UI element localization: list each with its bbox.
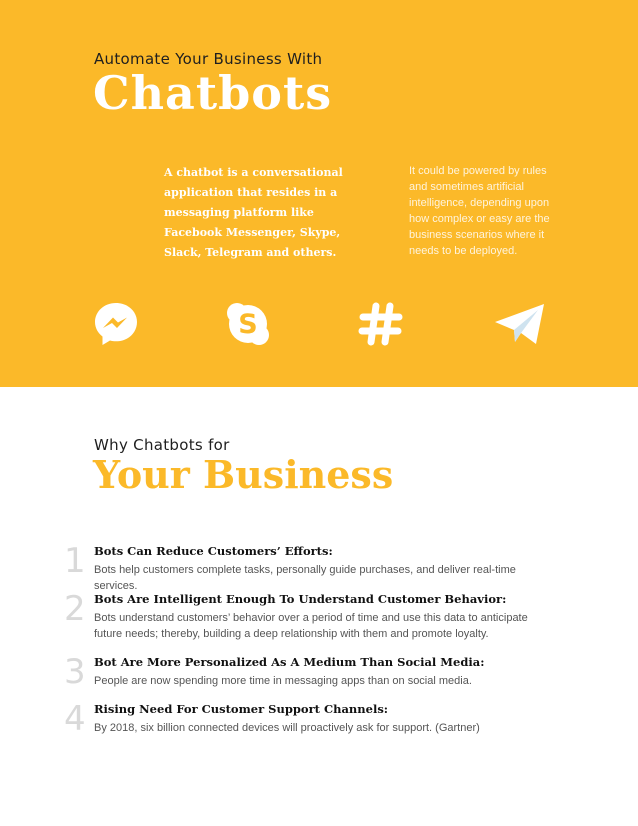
telegram-icon [494,300,546,348]
hero-section [0,0,638,387]
intro-text-right: It could be powered by rules and sometimes artificial intelligence, depending upon how complex or easy are the business scenarios where it needs to be deployed. [409,165,550,257]
reason-body: Bots help customers complete tasks, personally guide purchases, and deliver real-time services. [94,564,516,592]
reason-body: Bots understand customers’ behavior over a period of time and use this data to anticipate future needs; thereby, building a deep relationship with them and promote loyalty. [94,612,528,640]
hero-title: Chatbots [93,66,333,120]
reason-body: People are now spending more time in messaging apps than on social media. [94,675,472,687]
why-title: Your Business [93,452,394,497]
reason-title: Bots Can Reduce Customers’ Efforts: [94,544,333,558]
intro-text-left: A chatbot is a conversational application that resides in a messaging platform like Facebook Messenger, Skype, Slack, Telegram and others. [164,166,343,259]
reason-title: Bots Are Intelligent Enough To Understand Customer Behavior: [94,592,507,606]
reason-title: Rising Need For Customer Support Channels: [94,702,389,716]
skype-icon [224,300,272,348]
hero-subtitle: Automate Your Business With [94,50,323,68]
why-subtitle: Why Chatbots for [94,436,230,454]
reason-number: 4 [64,699,86,739]
reason-number: 3 [64,652,86,692]
platform-icons [0,300,638,348]
reason-number: 1 [64,541,86,581]
reason-number: 2 [64,589,86,629]
svg-text:S: S [238,309,258,340]
reason-title: Bot Are More Personalized As A Medium Than Social Media: [94,655,485,669]
slack-hashtag-icon [357,300,405,348]
reason-body: By 2018, six billion connected devices will proactively ask for support. (Gartner) [94,722,480,734]
messenger-icon [92,300,140,348]
